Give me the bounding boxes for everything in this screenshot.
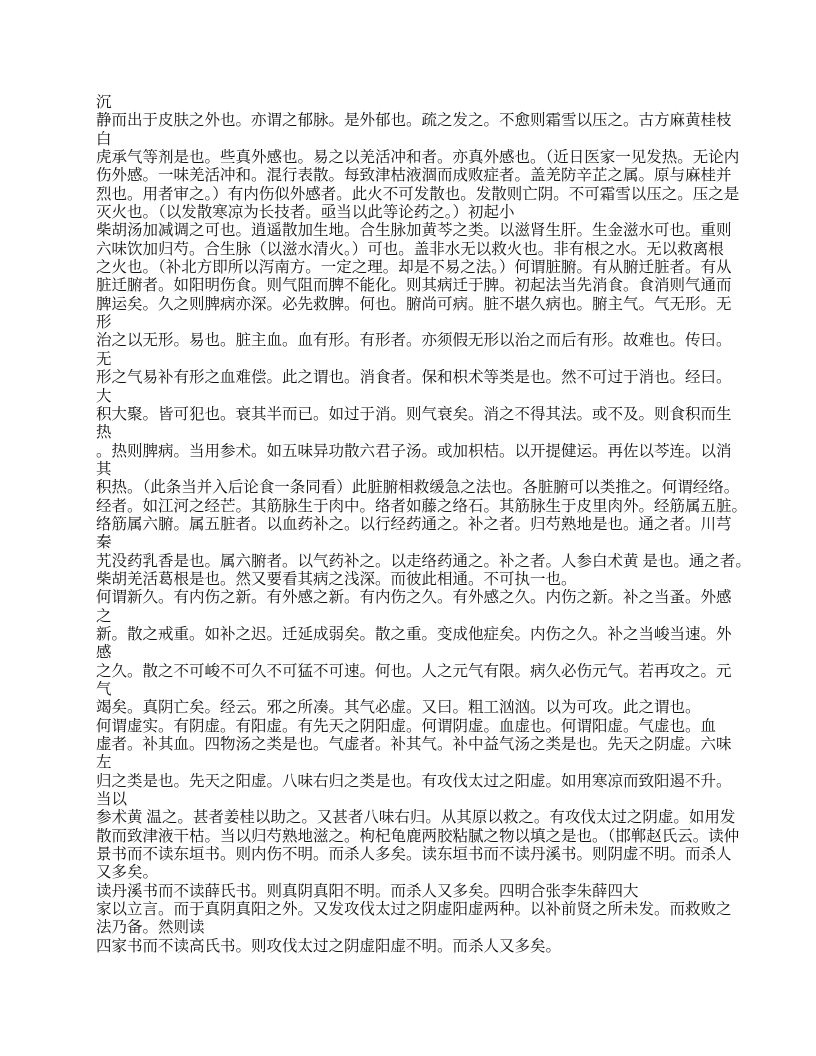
text-line: 其 <box>96 460 112 478</box>
text-line: 沉 <box>96 94 112 111</box>
text-line: 热 <box>96 424 112 442</box>
text-line: 治之以无形。易也。脏主血。血有形。有形者。亦须假无形以治之而后有形。故难也。传曰。 <box>96 332 732 350</box>
text-line: 新。散之戒重。如补之迟。迁延成弱矣。散之重。变成他症矣。内伤之久。补之当峻当速。外 <box>96 625 732 643</box>
text-line: 无 <box>96 350 112 368</box>
text-line: 大 <box>96 387 112 405</box>
text-line: 之火也。（补北方即所以泻南方。一定之理。却是不易之法。）何谓脏腑。有从腑迁脏者。有从 <box>96 259 732 277</box>
text-line: 散而致津液干枯。当以归芍熟地滋之。枸杞龟鹿两胶粘腻之物以填之是也。（邯郸赵氏云。读仲 <box>96 827 740 845</box>
text-line: 积大聚。皆可犯也。衰其半而已。如过于消。则气衰矣。消之不得其法。或不及。则食积而生 <box>96 405 732 423</box>
text-line: 感 <box>96 644 112 662</box>
text-line: 经者。如江河之经芒。其筋脉生于肉中。络者如藤之络石。其筋脉生于皮里肉外。经筋属五脏。 <box>96 497 748 515</box>
text-line: 烈也。用者审之。）有内伤似外感者。此火不可发散也。发散则亡阴。不可霜雪以压之。压之是 <box>96 185 740 203</box>
text-line: 归之类是也。先天之阳虚。八味右归之类是也。有攻伐太过之阳虚。如用寒凉而致阳遏不升。 <box>96 772 732 790</box>
text-line: 络筋属六腑。属五脏者。以血药补之。以行经药通之。补之者。归芍熟地是也。通之者。川芎 <box>96 515 732 533</box>
text-line: 何谓新久。有内伤之新。有外感之新。有内伤之久。有外感之久。内伤之新。补之当蚤。外感 <box>96 589 732 607</box>
text-line: 形之气易补有形之血难偿。此之谓也。消食者。保和枳术等类是也。然不可过于消也。经曰。 <box>96 369 732 387</box>
text-line: 脏迁腑者。如阳明伤食。则气阻而脾不能化。则其病迁于脾。初起法当先消食。食消则气通而 <box>96 277 732 295</box>
text-line: 读丹溪书而不读薛氏书。则真阴真阳不明。而杀人又多矣。四明合张李朱薛四大 <box>96 882 639 900</box>
text-line: 积热。（此条当并入后论食一条同看）此脏腑相救缓急之法也。各脏腑可以类推之。何谓经络。 <box>96 479 740 497</box>
text-line: 静而出于皮肤之外也。亦谓之郁脉。是外郁也。疏之发之。不愈则霜雪以压之。古方麻黄桂枝 <box>96 112 732 130</box>
text-line: 气 <box>96 681 112 698</box>
text-line: 之久。散之不可峻不可久不可猛不可速。何也。人之元气有限。病久必伤元气。若再攻之。元 <box>96 662 732 680</box>
text-line: 虎承气等剂是也。些真外感也。易之以羌活冲和者。亦真外感也。（近日医家一见发热。无论内 <box>96 149 740 167</box>
text-line: 秦 <box>96 534 112 552</box>
text-line: 之 <box>96 607 112 625</box>
text-line: 伤外感。一味羌活冲和。混行表散。每致津枯液涸而成败症者。盖羌防辛芷之属。原与麻桂并 <box>96 167 732 185</box>
text-line: 虚者。补其血。四物汤之类是也。气虚者。补其气。补中益气汤之类是也。先天之阴虚。六味 <box>96 736 732 754</box>
text-line: 柴胡羌活葛根是也。然又要看其病之浅深。而彼此相通。不可执一也。 <box>96 570 577 588</box>
document-text <box>96 94 751 956</box>
text-line: 艽没药乳香是也。属六腑者。以气药补之。以走络药通之。补之者。人参白术黄 是也。通之者。 <box>96 552 751 570</box>
text-line: 景书而不读东垣书。则内伤不明。而杀人多矣。读东垣书而不读丹溪书。则阴虚不明。而杀人 <box>96 846 732 864</box>
text-line: 当以 <box>96 791 128 809</box>
text-line: 白 <box>96 130 112 148</box>
text-line: 四家书而不读高氏书。则攻伐太过之阴虚阳虚不明。而杀人又多矣。 <box>96 937 562 955</box>
text-line: 六味饮加归芍。合生脉（以滋水清火。）可也。盖非水无以救火也。非有根之水。无以救离根 <box>96 240 724 258</box>
text-line: 家以立言。而于真阴真阳之外。又发攻伐太过之阴虚阳虚两种。以补前贤之所未发。而救败之 <box>96 901 732 919</box>
text-line: 竭矣。真阴亡矣。经云。邪之所凑。其气必虚。又曰。粗工汹汹。以为可攻。此之谓也。 <box>96 699 701 717</box>
text-line: 柴胡汤加减调之可也。逍遥散加生地。合生脉加黄芩之类。以滋肾生肝。生金滋水可也。重则 <box>96 222 732 240</box>
text-line: 又多矣。 <box>96 864 159 882</box>
text-line: 。热则脾病。当用参术。如五味异功散六君子汤。或加枳桔。以开提健运。再佐以芩连。以消 <box>96 442 732 460</box>
text-line: 灭火也。（以发散寒凉为长技者。亟当以此等论药之。）初起小 <box>96 204 515 222</box>
text-line: 何谓虚实。有阴虚。有阳虚。有先天之阴阳虚。何谓阴虚。血虚也。何谓阳虚。气虚也。血 <box>96 717 717 735</box>
text-line: 形 <box>96 314 112 332</box>
text-line: 脾运矣。久之则脾病亦深。必先救脾。何也。腑尚可病。脏不堪久病也。腑主气。气无形。无 <box>96 295 732 313</box>
text-line: 参术黄 温之。甚者姜桂以助之。又甚者八味右归。从其原以救之。有攻伐太过之阴虚。如用发 <box>96 809 736 827</box>
text-line: 左 <box>96 754 112 772</box>
text-line: 法乃备。然则读 <box>96 919 205 937</box>
